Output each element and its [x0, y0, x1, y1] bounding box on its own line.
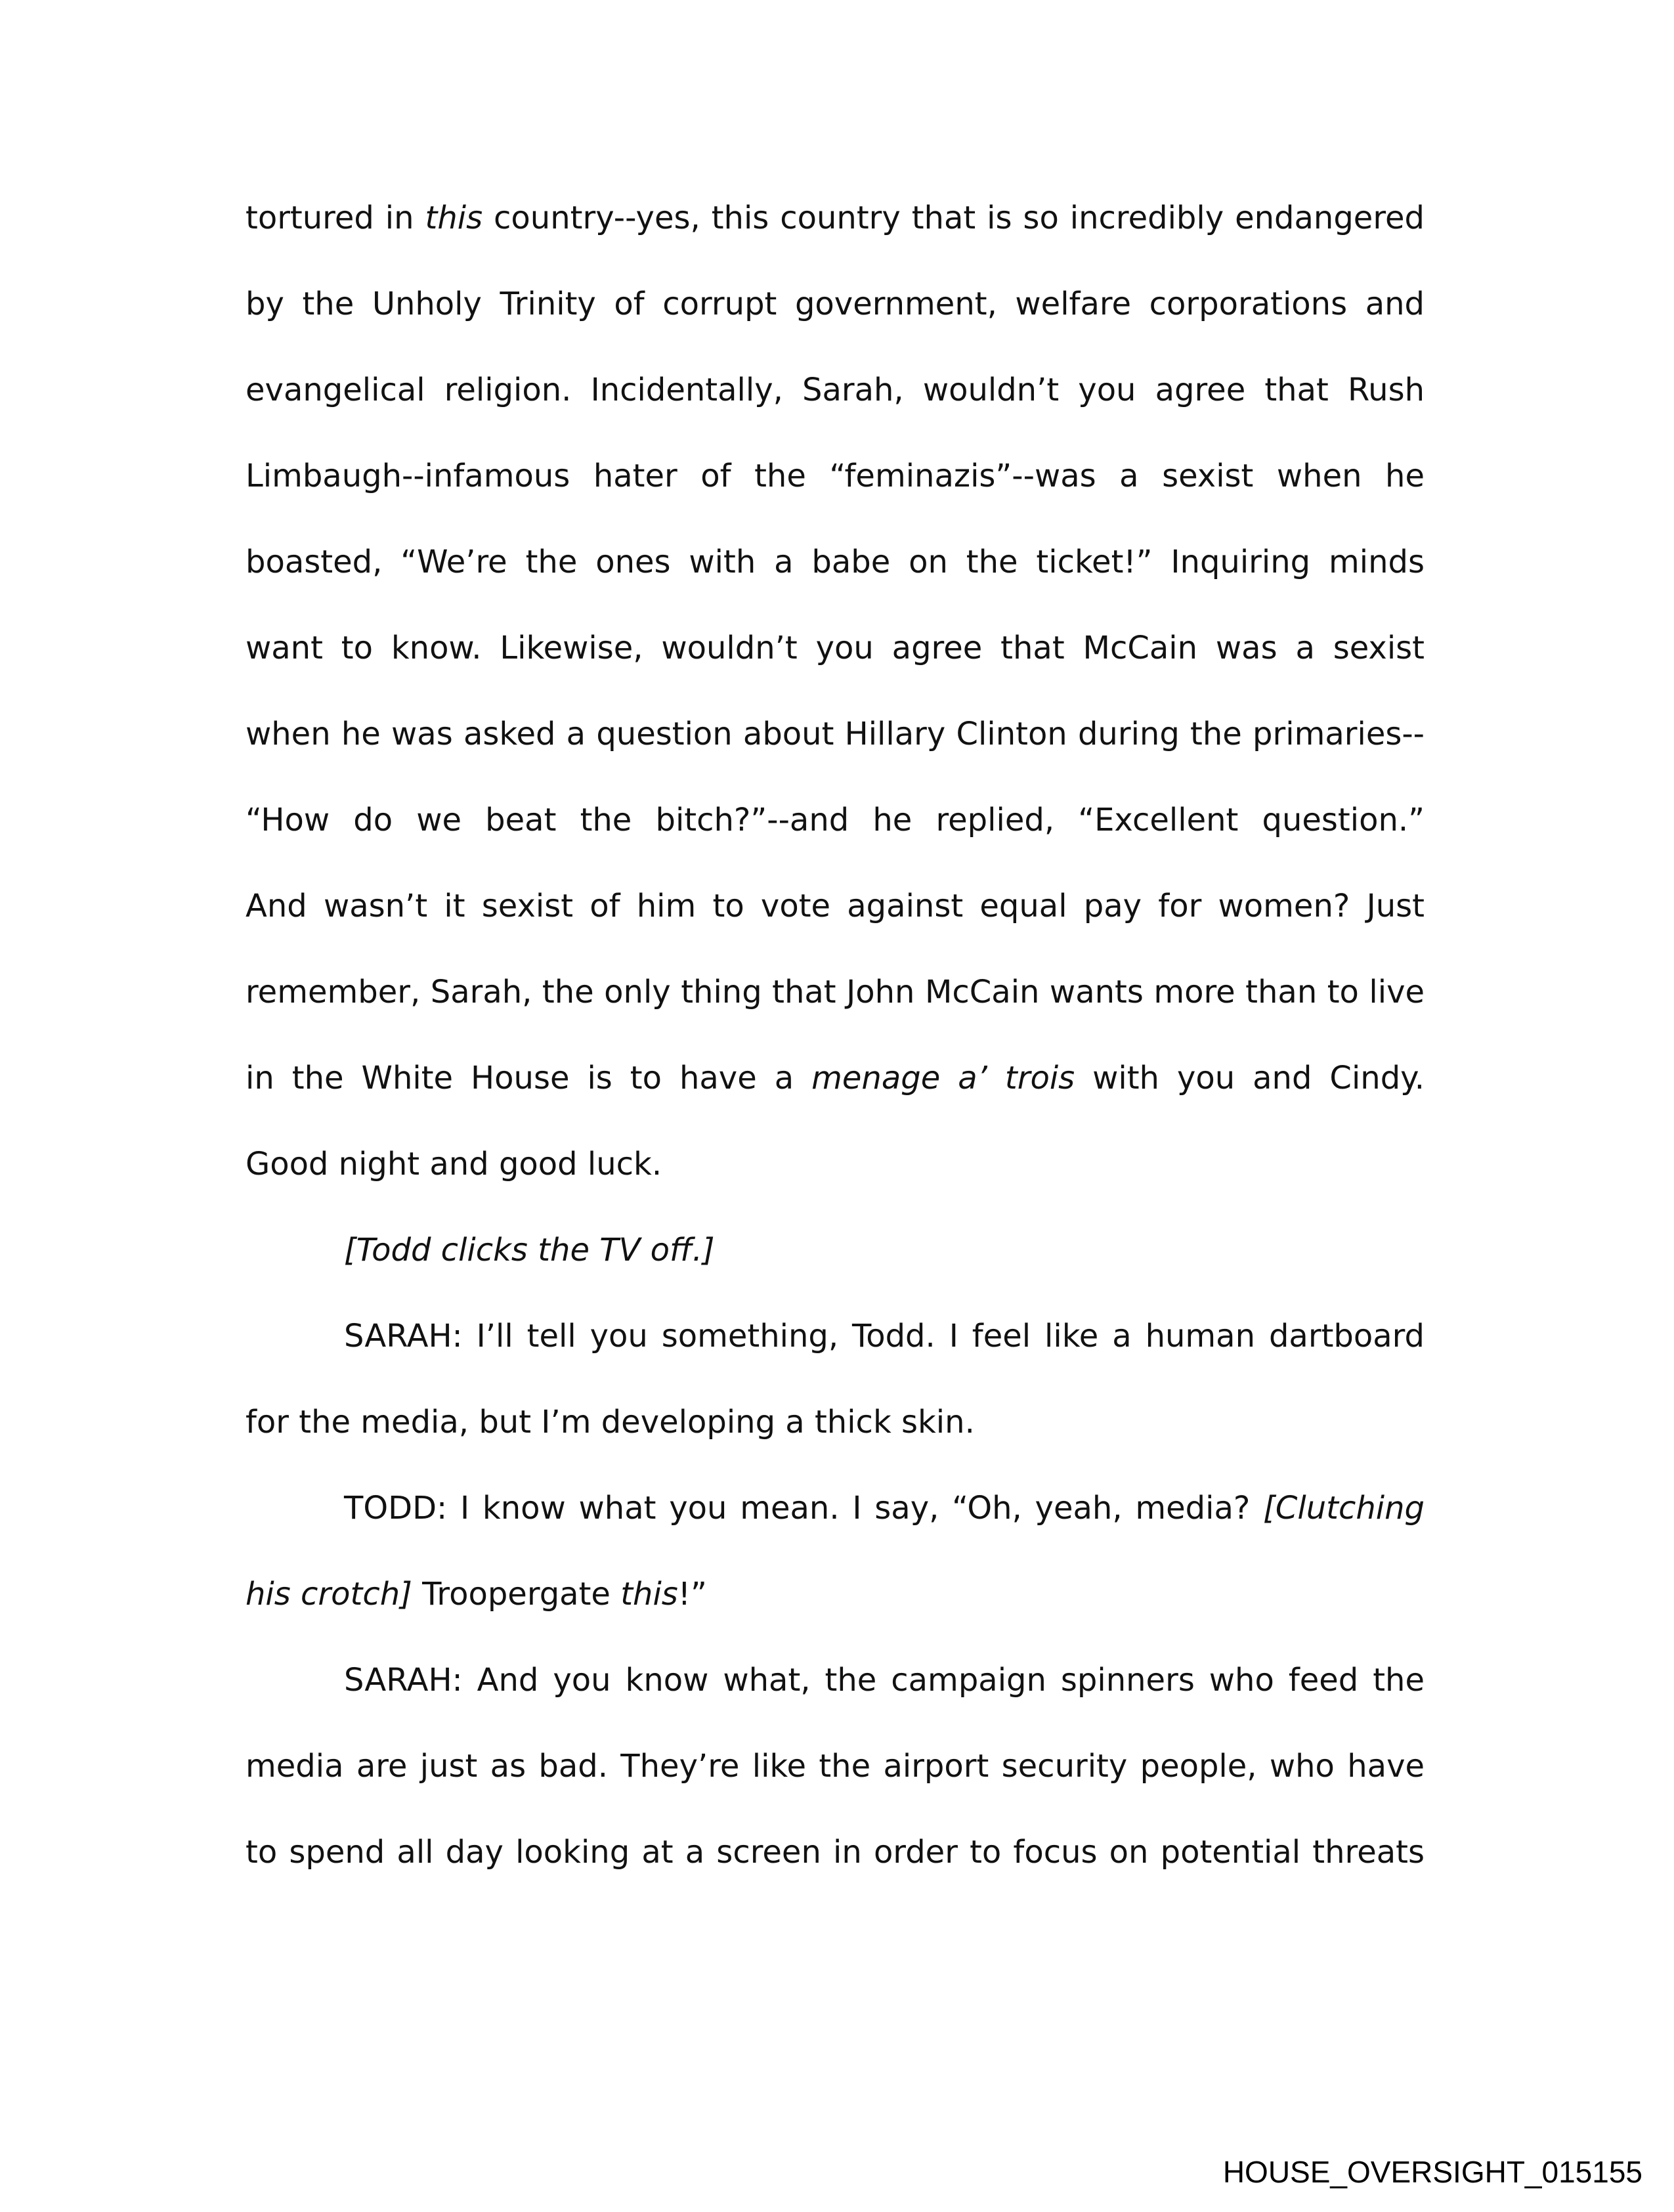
text-run: in the White House is to have a [246, 1060, 812, 1096]
text-run: country--yes, this country that is so incredibly endangered [483, 200, 1425, 236]
text-run: to spend all day looking at a screen in order to focus on potential threats [246, 1834, 1425, 1871]
text-line [344, 1230, 1425, 1270]
text-line [246, 714, 1425, 754]
text-run: want to know. Likewise, wouldn’t you agree that McCain was a sexist [246, 630, 1425, 666]
text-run: Good night and good luck. [246, 1146, 662, 1182]
text-run: Troopergate [412, 1576, 621, 1613]
text-run: And wasn’t it sexist of him to vote against equal pay for women? Just [246, 888, 1425, 924]
text-line [246, 284, 1425, 324]
text-line [246, 370, 1425, 410]
text-line [246, 1574, 1425, 1614]
italic-text: [Todd clicks the TV off.] [344, 1232, 715, 1269]
text-run: !” [677, 1576, 707, 1613]
text-line [246, 198, 1425, 238]
text-line [246, 1144, 1425, 1184]
text-line [246, 1058, 1425, 1098]
text-run: media are just as bad. They’re like the airport security people, who have [246, 1748, 1425, 1785]
text-run: remember, Sarah, the only thing that John McCain wants more than to live [246, 974, 1425, 1010]
text-line [246, 456, 1425, 496]
text-line [246, 1746, 1425, 1786]
text-run: “How do we beat the bitch?”--and he replied, “Excellent question.” [246, 802, 1425, 838]
text-line [246, 800, 1425, 840]
bates-number: HOUSE_OVERSIGHT_015155 [1222, 2155, 1642, 2189]
text-run: SARAH: And you know what, the campaign spinners who feed the [344, 1662, 1425, 1699]
text-line [246, 1402, 1425, 1442]
text-line [344, 1316, 1425, 1356]
italic-text: his crotch] [246, 1576, 412, 1613]
italic-text: this [620, 1576, 678, 1613]
text-run: TODD: I know what you mean. I say, “Oh, yeah, media? [344, 1490, 1264, 1527]
italic-text: this [425, 200, 483, 236]
text-run: with you and Cindy. [1075, 1060, 1425, 1096]
text-run: evangelical religion. Incidentally, Sarah, wouldn’t you agree that Rush [246, 372, 1425, 408]
text-run: boasted, “We’re the ones with a babe on the ticket!” Inquiring minds [246, 544, 1425, 580]
text-line [246, 972, 1425, 1012]
text-run: by the Unholy Trinity of corrupt government, welfare corporations and [246, 286, 1425, 322]
text-line [246, 628, 1425, 668]
text-run: when he was asked a question about Hillary Clinton during the primaries-- [246, 716, 1425, 752]
text-run: for the media, but I’m developing a thick skin. [246, 1404, 975, 1441]
text-line [246, 1832, 1425, 1872]
text-line [246, 886, 1425, 926]
italic-text: menage a’ trois [811, 1060, 1075, 1096]
italic-text: [Clutching [1263, 1490, 1425, 1527]
text-line [246, 542, 1425, 582]
text-run: Limbaugh--infamous hater of the “feminazis”--was a sexist when he [246, 458, 1425, 494]
text-run: tortured in [246, 200, 425, 236]
text-line [344, 1660, 1425, 1700]
text-run: SARAH: I’ll tell you something, Todd. I feel like a human dartboard [344, 1318, 1425, 1355]
text-line [344, 1488, 1425, 1528]
